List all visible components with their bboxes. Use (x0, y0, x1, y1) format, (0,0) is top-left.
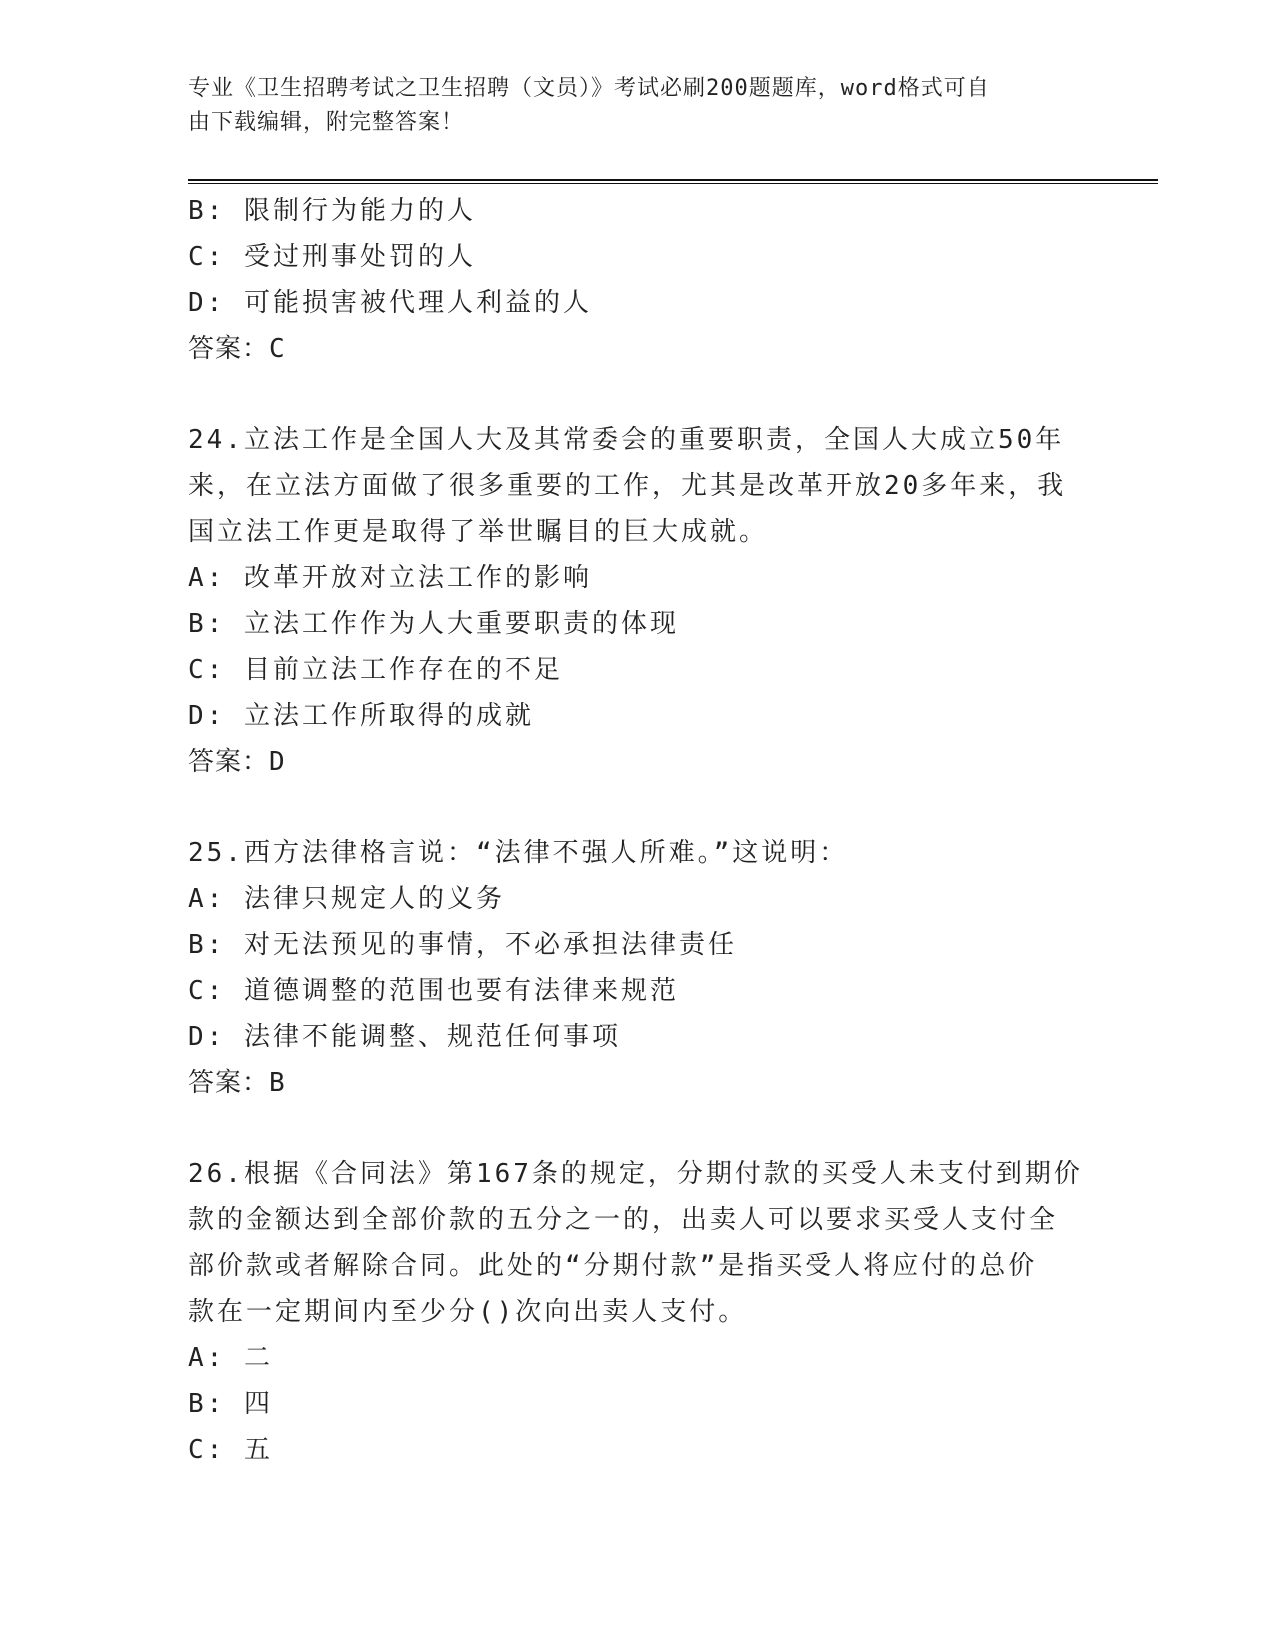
answer-line: 答案：D (188, 747, 286, 777)
option-b: B: 限制行为能力的人 (188, 196, 476, 226)
question-list (188, 188, 1083, 1473)
question-stem-line: 24.立法工作是全国人大及其常委会的重要职责，全国人大成立50年 (188, 425, 1065, 455)
question-stem-line: 款在一定期间内至少分()次向出卖人支付。 (188, 1297, 748, 1327)
option-d: D: 立法工作所取得的成就 (188, 701, 534, 731)
question-stem-line: 款的金额达到全部价款的五分之一的，出卖人可以要求买受人支付全 (188, 1205, 1059, 1235)
option-c: C: 五 (188, 1435, 273, 1465)
option-c: C: 受过刑事处罚的人 (188, 242, 476, 272)
option-d: D: 可能损害被代理人利益的人 (188, 288, 592, 318)
question-stem-line: 部价款或者解除合同。此处的“分期付款”是指买受人将应付的总价 (188, 1251, 1038, 1281)
answer-line: 答案：B (188, 1068, 286, 1098)
option-a: A: 法律只规定人的义务 (188, 884, 505, 914)
question-23-continued (188, 188, 1078, 372)
option-b: B: 对无法预见的事情，不必承担法律责任 (188, 930, 737, 960)
option-b: B: 立法工作作为人大重要职责的体现 (188, 609, 679, 639)
question-stem-line: 国立法工作更是取得了举世瞩目的巨大成就。 (188, 517, 769, 547)
question-24 (188, 417, 1078, 785)
header-line-1: 专业《卫生招聘考试之卫生招聘（文员）》考试必刷200题题库，word格式可自 (188, 76, 990, 101)
document-header (188, 72, 1068, 140)
question-stem-line: 26.根据《合同法》第167条的规定，分期付款的买受人未支付到期价 (188, 1159, 1083, 1189)
option-c: C: 道德调整的范围也要有法律来规范 (188, 976, 679, 1006)
question-25 (188, 830, 1078, 1106)
option-a: A: 改革开放对立法工作的影响 (188, 563, 592, 593)
option-a: A: 二 (188, 1343, 273, 1373)
header-line-2: 由下载编辑，附完整答案！ (188, 110, 465, 135)
question-26 (188, 1151, 1083, 1473)
question-stem-line: 来，在立法方面做了很多重要的工作，尤其是改革开放20多年来，我 (188, 471, 1067, 501)
option-b: B: 四 (188, 1389, 273, 1419)
answer-line: 答案：C (188, 334, 286, 364)
question-stem-line: 25.西方法律格言说：“法律不强人所难。”这说明： (188, 838, 849, 868)
option-c: C: 目前立法工作存在的不足 (188, 655, 563, 685)
header-divider (188, 179, 1158, 184)
option-d: D: 法律不能调整、规范任何事项 (188, 1022, 621, 1052)
